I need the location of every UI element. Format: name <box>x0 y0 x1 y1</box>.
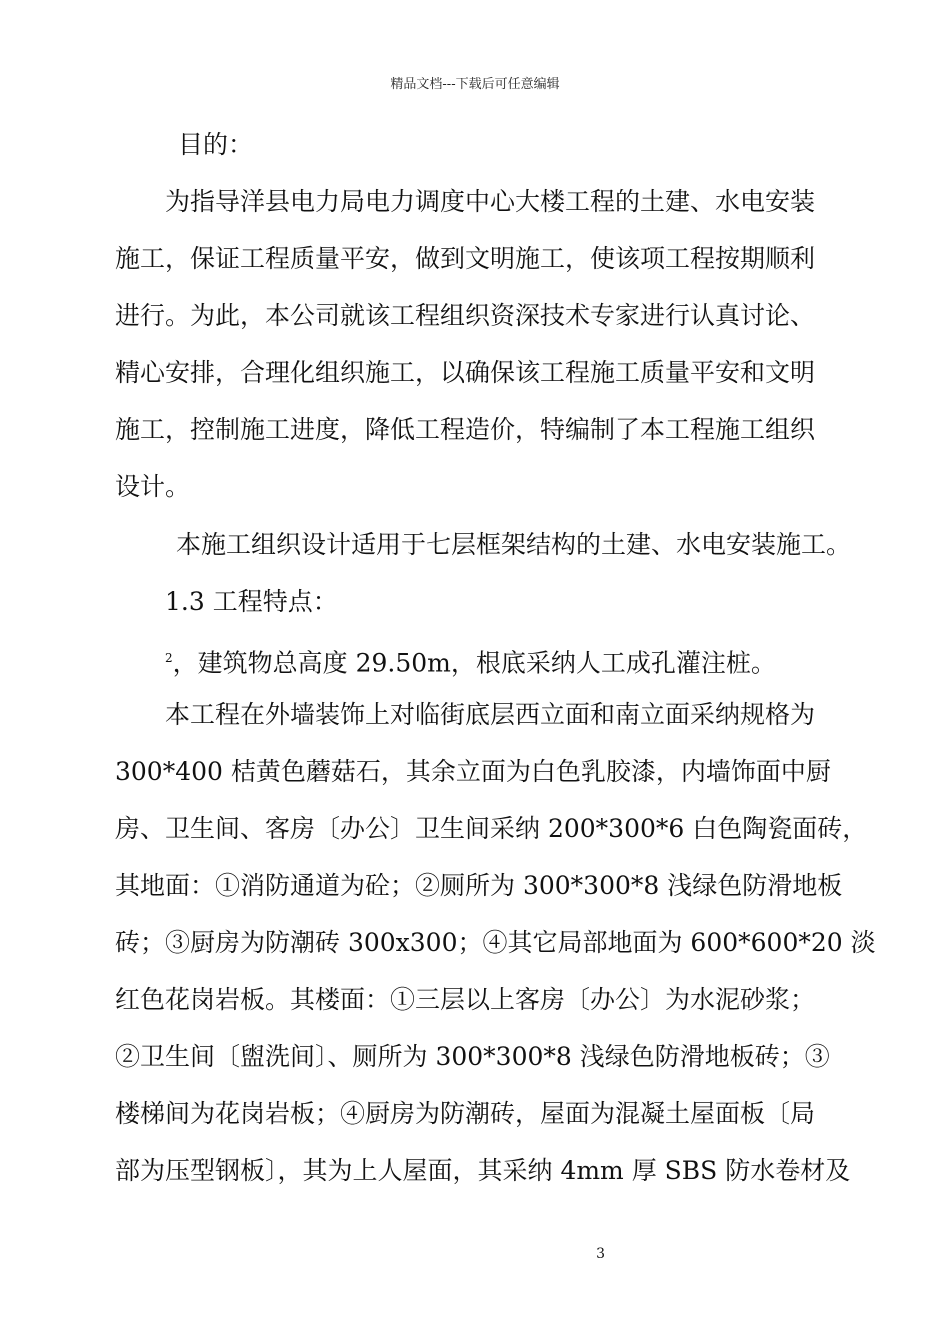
page-number: 3 <box>596 1246 605 1262</box>
decoration-line-1: 本工程在外墙装饰上对临街底层西立面和南立面采纳规格为 <box>165 700 816 729</box>
page-header: 精品文档---下载后可任意编辑 <box>390 77 560 92</box>
purpose-line-6: 设计。 <box>115 472 191 501</box>
decoration-line-9: 部为压型钢板〕，其为上人屋面，其采纳 4mm 厚 SBS 防水卷材及 <box>115 1156 851 1185</box>
document-body <box>115 0 876 1342</box>
feature-superscript: 2 <box>165 651 173 665</box>
decoration-line-4: 其地面：①消防通道为砼；②厕所为 300*300*8 浅绿色防滑地板 <box>115 871 843 900</box>
purpose-line-1: 为指导洋县电力局电力调度中心大楼工程的土建、水电安装 <box>165 187 816 216</box>
decoration-line-5: 砖；③厨房为防潮砖 300x300；④其它局部地面为 600*600*20 淡 <box>115 928 876 957</box>
purpose-line-4: 精心安排，合理化组织施工，以确保该工程施工质量平安和文明 <box>115 358 816 387</box>
feature-text: ，建筑物总高度 29.50m，根底采纳人工成孔灌注桩。 <box>172 648 776 678</box>
decoration-line-6: 红色花岗岩板。其楼面：①三层以上客房〔办公〕为水泥砂浆； <box>115 985 816 1014</box>
feature-line <box>165 641 776 680</box>
decoration-line-3: 房、卫生间、客房〔办公〕卫生间采纳 200*300*6 白色陶瓷面砖， <box>115 814 868 843</box>
purpose-line-3: 进行。为此，本公司就该工程组织资深技术专家进行认真讨论、 <box>115 301 816 330</box>
section-heading: 1.3 工程特点： <box>165 587 338 616</box>
decoration-line-8: 楼梯间为花岗岩板；④厨房为防潮砖，屋面为混凝土屋面板〔局 <box>115 1099 816 1128</box>
purpose-line-5: 施工，控制施工进度，降低工程造价，特编制了本工程施工组织 <box>115 415 816 444</box>
scope-line: 本施工组织设计适用于七层框架结构的土建、水电安装施工。 <box>176 530 852 559</box>
decoration-line-7: ②卫生间〔盥洗间〕、厕所为 300*300*8 浅绿色防滑地板砖；③ <box>115 1042 830 1071</box>
purpose-heading: 目的： <box>178 130 254 159</box>
purpose-line-2: 施工，保证工程质量平安，做到文明施工，使该项工程按期顺利 <box>115 244 816 273</box>
decoration-line-2: 300*400 桔黄色蘑菇石，其余立面为白色乳胶漆，内墙饰面中厨 <box>115 757 831 786</box>
